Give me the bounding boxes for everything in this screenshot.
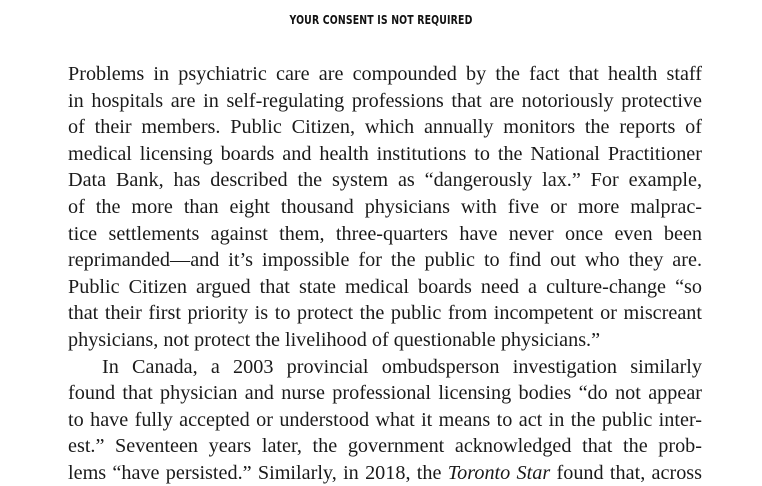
body-text <box>68 61 702 486</box>
text-run: found that, across <box>550 461 703 484</box>
text-line: reprimanded—and it’s impossible for the public to find out who they are. <box>68 249 702 272</box>
text-line: Problems in psychiatric care are compounded by the fact that health staff <box>68 63 702 85</box>
text-line: to have fully accepted or understood what it means to act in the public inter- <box>68 408 702 431</box>
text-line <box>68 460 702 486</box>
text-line: in hospitals are in self-regulating professions that are notoriously protective <box>68 89 702 112</box>
text-line: tice settlements against them, three-quarters have never once even been <box>68 222 702 245</box>
newspaper-title: Toronto Star <box>447 461 551 484</box>
text-line: medical licensing boards and health institutions to the National Practitioner <box>68 142 702 165</box>
text-line: physicians, not protect the livelihood of questionable physicians.” <box>68 328 601 351</box>
text-line: est.” Seventeen years later, the government acknowledged that the prob- <box>68 435 702 458</box>
text-line: found that physician and nurse professional licensing bodies “do not appear <box>68 382 702 405</box>
paragraph <box>68 354 702 486</box>
running-head: YOUR CONSENT IS NOT REQUIRED <box>289 13 473 27</box>
paragraph <box>68 61 702 354</box>
text-line: of their members. Public Citizen, which annually monitors the reports of <box>68 116 702 139</box>
text-line: of the more than eight thousand physicians with five or more malprac- <box>68 195 702 218</box>
text-line: that their first priority is to protect the public from incompetent or miscreant <box>68 302 702 325</box>
text-run: lems “have persisted.” Similarly, in 2018, the <box>68 461 448 484</box>
text-line: Data Bank, has described the system as “dangerously lax.” For example, <box>68 169 702 192</box>
text-line: Public Citizen argued that state medical boards need a culture-change “so <box>68 275 702 298</box>
text-line: In Canada, a 2003 provincial ombudsperson investigation similarly <box>102 355 702 378</box>
